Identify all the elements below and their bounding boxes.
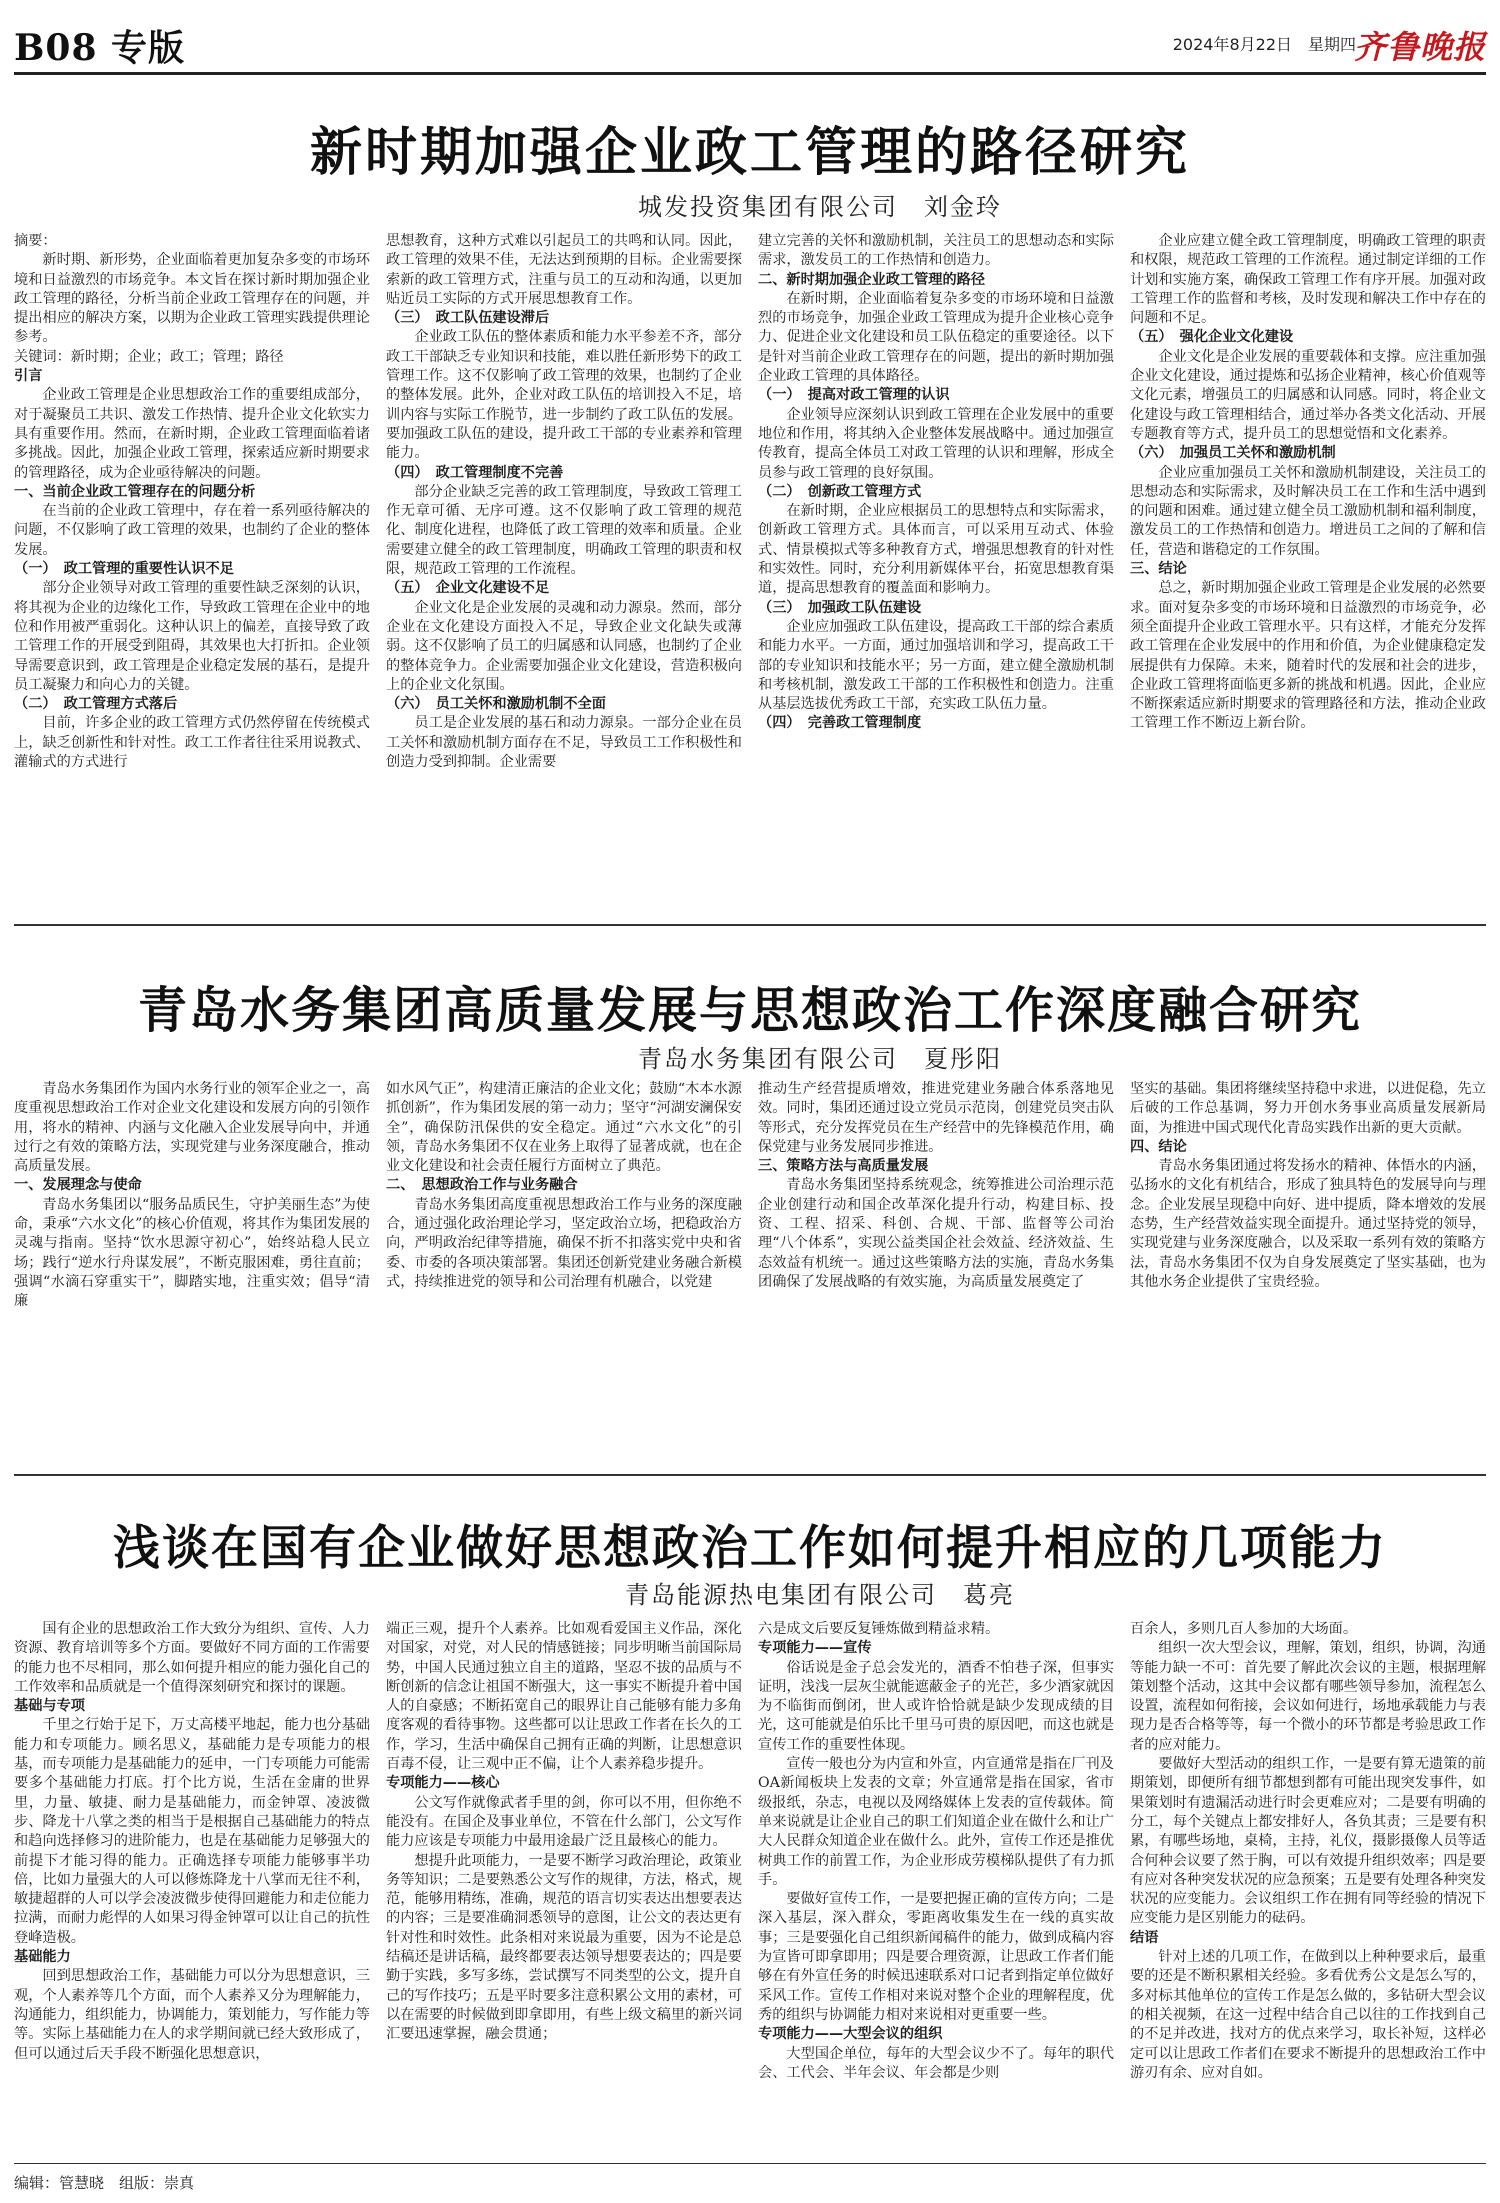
- section-heading: （一） 提高对政工管理的认识: [758, 387, 950, 404]
- article-2-body: [14, 1080, 1486, 1465]
- section-heading: 一、发展理念与使命: [14, 1177, 142, 1194]
- article-column: [1130, 1080, 1486, 1465]
- masthead: [14, 12, 1486, 74]
- section-heading: （三） 政工队伍建设滞后: [386, 310, 550, 327]
- section-heading: （二） 政工管理方式落后: [14, 696, 178, 713]
- paragraph: 青岛水务集团坚持系统观念，统筹推进公司治理示范企业创建行动和国企改革深化提升行动，构建目标、投资、工程、招采、科创、合规、干部、监督等公司治理“八个体系”，实现公益类国企社会效益、经济效益、生态效益有机统一。通过这些策略方法的实施，青岛水务集团确保了发展战略的有效实施，为高质量发展奠定了: [758, 1177, 1114, 1290]
- paragraph: 要做好宣传工作，一是要把握正确的宣传方向；二是深入基层，深入群众，零距离收集发生在一线的真实故事；三是要强化自己组织新闻稿件的能力，做到成稿内容为宣皆可即拿即用；四是要合理资源，让思政工作者们能够在有外宣任务的时候迅速联系对口记者到指定单位做好采风工作。宣传工作相对来说对整个企业的理解程度，优秀的组织与协调能力相对来说相对更重要一些。: [758, 1891, 1114, 2023]
- section-heading: （五） 强化企业文化建设: [1130, 329, 1294, 346]
- section-heading: 专项能力——核心: [386, 1775, 500, 1792]
- section-heading: （四） 政工管理制度不完善: [386, 464, 564, 481]
- paragraph: 大型国企单位，每年的大型会议少不了。每年的职代会、工代会、半年会议、年会都是少则: [758, 2045, 1114, 2081]
- article-1-author: 城发投资集团有限公司 刘金玲: [638, 193, 1002, 221]
- article-1: [14, 80, 1486, 920]
- section-heading: 基础能力: [14, 1949, 71, 1966]
- section-heading: （六） 员工关怀和激励机制不全面: [386, 696, 606, 713]
- section-heading: （二） 创新政工管理方式: [758, 483, 922, 500]
- section-heading: 一、当前企业政工管理存在的问题分析: [14, 483, 256, 500]
- paragraph: 企业应加强政工队伍建设，提高政工干部的综合素质和能力水平。一方面，通过加强培训和学习，提高政工干部的专业知识和技能水平；另一方面，建立健全激励机制和考核机制，激发政工干部的工作积极性和创造力。注重从基层选拔优秀政工干部，充实政工队伍力量。: [758, 618, 1114, 713]
- paragraph: 部分企业缺乏完善的政工管理制度，导致政工管理工作无章可循、无序可遵。这不仅影响了政工管理的规范化、制度化进程，也降低了政工管理的效率和质量。企业需要建立健全的政工管理制度，明确政工管理的职责和权限，规范政工管理的工作流程。: [386, 483, 742, 578]
- paragraph: 企业应重加强员工关怀和激励机制建设，关注员工的思想动态和实际需求，及时解决员工在工作和生活中遇到的问题和困难。通过建立健全员工激励机制和福利制度，激发员工的工作热情和创造力。增进员工之间的了解和信任，营造和谐稳定的工作氛围。: [1130, 464, 1486, 558]
- paragraph: 六是成文后要反复锤炼做到精益求精。: [758, 1621, 1000, 1637]
- paragraph: 百余人，多则几百人参加的大场面。: [1130, 1621, 1358, 1637]
- section-heading: 二、 思想政治工作与业务融合: [386, 1177, 578, 1194]
- paragraph: 回到思想政治工作，基础能力可以分为思想意识，三观，个人素养等几个方面，而个人素养又分为理解能力，沟通能力，组织能力，协调能力，策划能力，写作能力等等。实际上基础能力在人的求学期间就已经大致形成了，但可以通过后天手段不断强化思想意识，: [14, 1968, 370, 2062]
- article-column: [758, 1080, 1114, 1465]
- paragraph: 青岛水务集团以“服务品质民生，守护美丽生态”为使命，秉承“六水文化”的核心价值观，将其作为集团发展的灵魂与指南。坚持“饮水思源守初心”，始终站稳人民立场；践行“逆水行舟谋发展”，不断克服困难，勇往直前；强调“水滴石穿重实干”，脚踏实地，注重实效；倡导“清廉: [14, 1196, 370, 1310]
- article-3-body: [14, 1620, 1486, 2160]
- section-heading: 基础与专项: [14, 1698, 85, 1715]
- paragraph: 目前，许多企业的政工管理方式仍然停留在传统模式上，缺乏创新性和针对性。政工工作者往往采用说教式、灌输式的方式进行: [14, 715, 370, 771]
- paragraph: 企业领导应深刻认识到政工管理在企业发展中的重要地位和作用，将其纳入企业整体发展战略中。通过加强宣传教育，提高全体员工对政工管理的认识和理解，形成全员参与政工管理的良好氛围。: [758, 406, 1114, 481]
- paragraph: 青岛水务集团高度重视思想政治工作与业务的深度融合，通过强化政治理论学习，坚定政治立场，把稳政治方向，严明政治纪律等措施，确保不折不扣落实党中央和省委、市委的各项决策部署。集团还创新党建业务融合新模式，持续推进党的领导和公司治理有机融合，以党建: [386, 1196, 742, 1290]
- paragraph: 部分企业领导对政工管理的重要性缺乏深刻的认识，将其视为企业的边缘化工作，导致政工管理在企业中的地位和作用被严重弱化。这种认识上的偏差，直接导致了政工管理工作的开展受到阻碍，其效果也大打折扣。企业领导需要意识到，政工管理是企业稳定发展的基石，是提升员工凝聚力和向心力的关键。: [14, 580, 370, 693]
- newspaper-logo: 齐鲁晚报: [1353, 28, 1486, 66]
- issue-date: 2024年8月22日 星期四: [1172, 35, 1356, 54]
- paragraph: 员工是企业发展的基石和动力源泉。一部分企业在员工关怀和激励机制方面存在不足，导致员工工作积极性和创造力受到抑制。企业需要: [386, 715, 742, 771]
- article-3: [14, 1480, 1486, 2160]
- paragraph: 如水风气正”，构建清正廉洁的企业文化；鼓励“木本水源抓创新”，作为集团发展的第一动力；坚守“河湖安澜保安全”，确保防汛保供的安全稳定。通过“六水文化”的引领，青岛水务集团不仅在业务上取得了显著成就，也在企业文化建设和社会责任履行方面树立了典范。: [386, 1081, 742, 1175]
- section-heading: 结语: [1130, 1929, 1159, 1946]
- paragraph: 关键词：新时期；企业；政工；管理；路径: [14, 348, 284, 365]
- section-heading: （六） 加强员工关怀和激励机制: [1130, 445, 1336, 462]
- paragraph: 青岛水务集团作为国内水务行业的领军企业之一，高度重视思想政治工作对企业文化建设和发展方向的引领作用，将水的精神、内涵与文化融入企业发展导向中，并通过行之有效的策略方法，实现党建与业务深度融合，推动高质量发展。: [14, 1081, 370, 1175]
- section-heading: 二、新时期加强企业政工管理的路径: [758, 271, 986, 288]
- article-column: [14, 232, 370, 922]
- section-heading: （五） 企业文化建设不足: [386, 580, 550, 597]
- article-column: [1130, 232, 1486, 922]
- section-divider-2: [14, 1474, 1486, 1476]
- paragraph: 总之，新时期加强企业政工管理是企业发展的必然要求。面对复杂多变的市场环境和日益激烈的市场竞争，必须全面提升企业政工管理水平。只有这样，才能充分发挥政工管理在企业发展中的作用和价值，为企业健康稳定发展提供有力保障。未来，随着时代的发展和社会的进步，企业政工管理将面临更多新的挑战和机遇。因此，企业应不断探索适应新时期要求的管理路径和方法，推动企业政工管理工作不断迈上新台阶。: [1130, 580, 1486, 732]
- page-label: B08 专版: [14, 27, 186, 69]
- footer-rule: [14, 2163, 1486, 2164]
- section-divider-1: [14, 924, 1486, 926]
- section-heading: 专项能力——大型会议的组织: [758, 2026, 943, 2043]
- paragraph: 建立完善的关怀和激励机制，关注员工的思想动态和实际需求，激发员工的工作热情和创造力。: [758, 233, 1114, 269]
- footer-credits: 编辑：管慧晓 组版：崇真: [14, 2174, 195, 2192]
- paragraph: 企业政工管理是企业思想政治工作的重要组成部分，对于凝聚员工共识、激发工作热情、提升企业文化软实力具有重要作用。然而，在新时期，企业政工管理面临着诸多挑战。因此，加强企业政工管理，探索适应新时期要求的管理路径，成为企业亟待解决的问题。: [14, 387, 370, 481]
- paragraph: 千里之行始于足下，万丈高楼平地起，能力也分基础能力和专项能力。顾名思义，基础能力是专项能力的根基，而专项能力是基础能力的延申，一门专项能力可能需要多个基础能力打底。打个比方说，生活在金庸的世界里，力量、敏捷、耐力是基础能力，而金钟罩、凌波微步、降龙十八掌之类的相当于是根据自己基础能力的特点和趋向选择修习的进阶能力，也是在基础能力足够强大的前提下才能习得的能力。正确选择专项能力能够事半功倍，比如力量强大的人可以修炼降龙十八掌而无往不利，敏捷超群的人可以学会凌波微步使得回避能力和走位能力拉满，而耐力彪悍的人如果习得金钟罩可以让自己的抗性登峰造极。: [14, 1717, 370, 1946]
- paragraph: 针对上述的几项工作，在做到以上种种要求后，最重要的还是不断积累相关经验。多看优秀公文是怎么写的，多对标其他单位的宣传工作是怎么做的，多钻研大型会议的相关视频，在这一过程中结合自己以往的工作找到自己的不足并改进，找对方的优点来学习，取长补短，这样必定可以让思政工作者们在要求不断提升的思想政治工作中游刃有余、应对自如。: [1130, 1949, 1486, 2081]
- article-column: [386, 1620, 742, 2160]
- article-column: [386, 1080, 742, 1465]
- paragraph: 企业应建立健全政工管理制度，明确政工管理的职责和权限，规范政工管理的工作流程。通过制定详细的工作计划和实施方案，确保政工管理工作有序开展。加强对政工管理工作的监督和考核，及时发现和解决工作中存在的问题和不足。: [1130, 233, 1486, 327]
- paragraph: 俗话说是金子总会发光的，酒香不怕巷子深，但事实证明，浅浅一层灰尘就能遮蔽金子的光芒，多少酒家就因为不临街而倒闭，世人或许恰恰就是缺少发现成绩的目光，这可能就是伯乐比千里马可贵的原因吧，而这也就是宣传工作的重要性体现。: [758, 1659, 1114, 1753]
- paragraph: 要做好大型活动的组织工作，一是要有算无遗策的前期策划，即便所有细节都想到都有可能出现突发事件，如果策划时有遗漏活动进行时会更难应对；二是要有明确的分工，每个关键点上都安排好人，各负其责；三是要有积累，有哪些场地，桌椅，主持，礼仪，摄影摄像人员等适合何种会议要了然于胸，可以有效提升组织效率；四是要有应对各种突发状况的应急预案；五是要有处理各种突发状况的应变能力。会议组织工作在拥有同等经验的情况下应变能力是区别能力的砝码。: [1130, 1756, 1486, 1927]
- paragraph: 在新时期，企业面临着复杂多变的市场环境和日益激烈的市场竞争，加强企业政工管理成为提升企业核心竞争力、促进企业文化建设和员工队伍稳定的重要途径。以下是针对当前企业政工管理存在的问题，提出的新时期加强企业政工管理的具体路径。: [758, 290, 1114, 385]
- section-heading: 专项能力——宣传: [758, 1640, 872, 1657]
- paragraph: 宣传一般也分为内宣和外宣，内宣通常是指在厂刊及OA新闻板块上发表的文章；外宣通常是指在国家，省市级报纸，杂志，电视以及网络媒体上发表的宣传载体。简单来说就是让企业自己的职工们知道企业在做什么和让广大人民群众知道企业在做什么。此外，宣传工作还是推优树典工作的前置工作，为企业形成劳模梯队提供了有力抓手。: [758, 1756, 1114, 1888]
- article-1-body: [14, 232, 1486, 922]
- paragraph: 企业政工队伍的整体素质和能力水平参差不齐，部分政工干部缺乏专业知识和技能，难以胜任新形势下的政工管理工作。这不仅影响了政工管理的效果，也制约了企业的整体发展。此外，企业对政工队伍的培训投入不足，培训内容与实际工作脱节，进一步制约了政工队伍的发展。要加强政工队伍的建设，提升政工干部的专业素养和管理能力。: [386, 329, 742, 462]
- section-heading: （四） 完善政工管理制度: [758, 715, 922, 732]
- section-heading: 四、结论: [1130, 1138, 1187, 1155]
- paragraph: 组织一次大型会议，理解，策划，组织，协调，沟通等能力缺一不可：首先要了解此次会议的主题，根据理解策划整个活动，这其中会议都有哪些领导参加，流程怎么设置，流程如何衔接，会议如何进行，场地承载能力与表现力是否合格等等，每一个微小的环节都是考验思政工作者的应对能力。: [1130, 1640, 1486, 1753]
- article-column: [14, 1080, 370, 1465]
- paragraph: 国有企业的思想政治工作大致分为组织、宣传、人力资源、教育培训等多个方面。要做好不同方面的工作需要的能力也不尽相同，那么如何提升相应的能力强化自己的工作效率和品质就是一个值得深刻研究和探讨的课题。: [14, 1621, 370, 1695]
- section-heading: 三、结论: [1130, 561, 1187, 578]
- section-heading: （三） 加强政工队伍建设: [758, 599, 922, 616]
- paragraph: 企业文化是企业发展的灵魂和动力源泉。然而，部分企业在文化建设方面投入不足，导致企业文化缺失或薄弱。这不仅影响了员工的归属感和认同感，也制约了企业的整体竞争力。企业需要加强企业文化建设，营造积极向上的企业文化氛围。: [386, 599, 742, 693]
- article-column: [14, 1620, 370, 2160]
- masthead-rule: [14, 72, 1486, 75]
- paragraph: 思想教育，这种方式难以引起员工的共鸣和认同。因此，政工管理的效果不佳，无法达到预期的目标。企业需要探索新的政工管理方式，注重与员工的互动和沟通，以更加贴近员工实际的方式开展思想教育工作。: [386, 233, 742, 307]
- article-2: [14, 930, 1486, 1470]
- article-column: [758, 232, 1114, 922]
- article-2-author: 青岛水务集团有限公司 夏彤阳: [638, 1045, 1002, 1073]
- article-3-title: 浅谈在国有企业做好思想政治工作如何提升相应的几项能力: [113, 1521, 1387, 1576]
- article-column: [758, 1620, 1114, 2160]
- paragraph: 在当前的企业政工管理中，存在着一系列亟待解决的问题，不仅影响了政工管理的效果，也制约了企业的整体发展。: [14, 503, 370, 558]
- article-1-title: 新时期加强企业政工管理的路径研究: [309, 122, 1190, 183]
- paragraph: 企业文化是企业发展的重要载体和支撑。应注重加强企业文化建设，通过提炼和弘扬企业精神，核心价值观等文化元素，增强员工的归属感和认同感。同时，将企业文化建设与政工管理相结合，通过举办各类文化活动、开展专题教育等方式，提升员工的思想觉悟和文化素养。: [1130, 348, 1486, 442]
- article-3-author: 青岛能源热电集团有限公司 葛亮: [625, 1581, 1015, 1609]
- paragraph: 青岛水务集团通过将发扬水的精神、体悟水的内涵，弘扬水的文化有机结合，形成了独具特色的发展导向与理念。企业发展呈现稳中向好、进中提质，降本增效的发展态势，生产经营效益实现全面提升。通过坚持党的领导，实现党建与业务深度融合，以及采取一系列有效的策略方法，青岛水务集团不仅为自身发展奠定了坚实基础，也为其他水务企业提供了宝贵经验。: [1130, 1158, 1486, 1290]
- paragraph: 在新时期，企业应根据员工的思想特点和实际需求，创新政工管理方式。具体而言，可以采用互动式、体验式、情景模拟式等多种教育方式，增强思想教育的针对性和实效性。同时，充分利用新媒体平台，拓宽思想教育渠道，提高思想教育的覆盖面和影响力。: [758, 503, 1114, 597]
- article-column: [386, 232, 742, 922]
- paragraph: 新时期、新形势，企业面临着更加复杂多变的市场环境和日益激烈的市场竞争。本文旨在探讨新时期加强企业政工管理的路径，分析当前企业政工管理存在的问题，并提出相应的解决方案，以期为企业政工管理实践提供理论参考。: [14, 252, 370, 346]
- paragraph: 公文写作就像武者手里的剑，你可以不用，但你绝不能没有。在国企及事业单位，不管在什么部门，公文写作能力应该是专项能力中最用途最广泛且最核心的能力。: [386, 1794, 742, 1850]
- section-heading: 三、策略方法与高质量发展: [758, 1158, 929, 1175]
- paragraph: 摘要：: [14, 233, 57, 249]
- section-heading: 引言: [14, 368, 43, 385]
- section-heading: （一） 政工管理的重要性认识不足: [14, 561, 234, 578]
- paragraph: 推动生产经营提质增效，推进党建业务融合体系落地见效。同时，集团还通过设立党员示范岗，创建党员突击队等形式，充分发挥党员在生产经营中的先锋模范作用，确保党建与业务发展同步推进。: [758, 1081, 1114, 1155]
- article-2-title: 青岛水务集团高质量发展与思想政治工作深度融合研究: [137, 981, 1362, 1039]
- paragraph: 坚实的基础。集团将继续坚持稳中求进，以进促稳，先立后破的工作总基调，努力开创水务事业高质量发展新局面，为推进中国式现代化青岛实践作出新的更大贡献。: [1130, 1081, 1486, 1136]
- paragraph: 想提升此项能力，一是要不断学习政治理论，政策业务等知识；二是要熟悉公文写作的规律，方法，格式，规范，能够用精练，准确，规范的语言切实表达出想要表达的内容；三是要准确洞悉领导的意图，让公文的表达更有针对性和时效性。此条相对来说最为重要，因为不论是总结稿还是讲话稿，最终都要表达领导想要表达的；四是要勤于实践，多写多练，尝试撰写不同类型的公文，提升自己的写作技巧；五是平时要多注意积累公文用的素材，可以在需要的时候做到即拿即用，有些上级文稿里的新兴词汇要迅速掌握，融会贯通；: [386, 1852, 742, 2043]
- paragraph: 端正三观，提升个人素养。比如观看爱国主义作品，深化对国家，对党，对人民的情感链接；同步明晰当前国际局势，中国人民通过独立自主的道路，坚忍不拔的品质与不断创新的信念让祖国不断强大，这一事实不断提升着中国人的自豪感；不断拓宽自己的眼界让自己能够有能力多角度客观的看待事物。这些都可以让思政工作者在长久的工作，学习，生活中确保自己拥有正确的判断，让思想意识百毒不侵，让三观中正不偏，让个人素养稳步提升。: [386, 1621, 742, 1773]
- article-column: [1130, 1620, 1486, 2160]
